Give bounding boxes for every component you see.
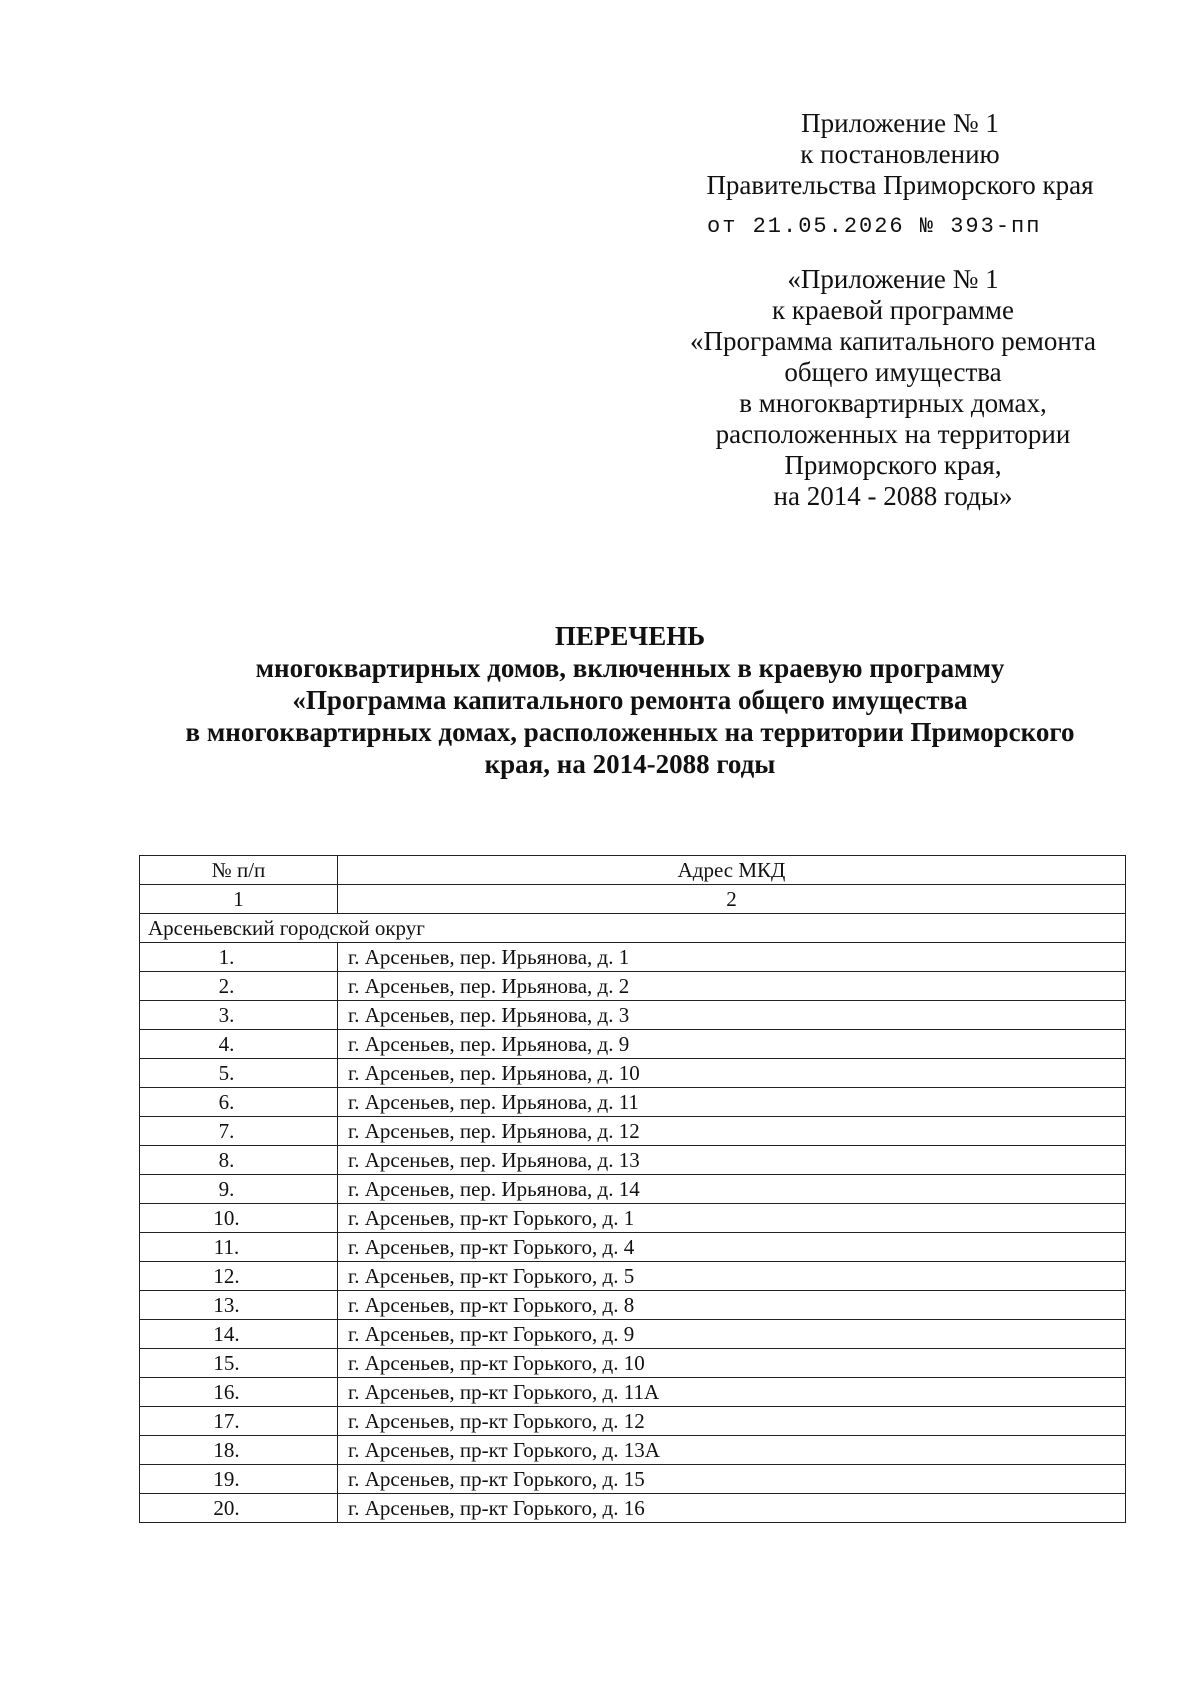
row-number: 10. <box>140 1204 338 1233</box>
table-row <box>140 1030 1126 1059</box>
row-number: 11. <box>140 1233 338 1262</box>
section-row <box>140 914 1126 943</box>
column-number: 2 <box>338 885 1126 914</box>
table-row <box>140 1233 1126 1262</box>
registration-stamp: от 21.05.2026 № 393-пп <box>707 214 1042 239</box>
title-line: «Программа капитального ремонта общего имущества <box>292 685 968 715</box>
row-address: г. Арсеньев, пер. Ирьянова, д. 10 <box>338 1059 1126 1088</box>
section-label: Арсеньевский городской округ <box>140 914 1126 943</box>
table-row <box>140 1262 1126 1291</box>
appendix-line: Приложение № 1 <box>801 108 999 138</box>
table-row <box>140 1349 1126 1378</box>
row-number: 16. <box>140 1378 338 1407</box>
column-number-row <box>140 885 1126 914</box>
header-address: Адрес МКД <box>338 856 1126 885</box>
row-number: 18. <box>140 1436 338 1465</box>
program-appendix-line: к краевой программе <box>772 295 1014 325</box>
table-row <box>140 972 1126 1001</box>
row-address: г. Арсеньев, пер. Ирьянова, д. 1 <box>338 943 1126 972</box>
table-row <box>140 1088 1126 1117</box>
row-number: 4. <box>140 1030 338 1059</box>
row-number: 6. <box>140 1088 338 1117</box>
row-address: г. Арсеньев, пер. Ирьянова, д. 2 <box>338 972 1126 1001</box>
table-row <box>140 1436 1126 1465</box>
row-address: г. Арсеньев, пер. Ирьянова, д. 11 <box>338 1088 1126 1117</box>
table-row <box>140 1146 1126 1175</box>
appendix-header <box>690 108 1110 201</box>
row-address: г. Арсеньев, пр-кт Горького, д. 4 <box>338 1233 1126 1262</box>
appendix-line: к постановлению <box>800 139 1000 169</box>
table-row <box>140 1407 1126 1436</box>
column-number: 1 <box>140 885 338 914</box>
header-number: № п/п <box>140 856 338 885</box>
program-appendix-line: в многоквартирных домах, <box>739 388 1047 418</box>
row-address: г. Арсеньев, пр-кт Горького, д. 12 <box>338 1407 1126 1436</box>
row-number: 15. <box>140 1349 338 1378</box>
table-row <box>140 1320 1126 1349</box>
table-row <box>140 943 1126 972</box>
title-line: в многоквартирных домах, расположенных на территории Приморского <box>185 717 1075 747</box>
table-row <box>140 1117 1126 1146</box>
row-address: г. Арсеньев, пр-кт Горького, д. 9 <box>338 1320 1126 1349</box>
title-line: многоквартирных домов, включенных в краевую программу <box>255 653 1005 683</box>
row-address: г. Арсеньев, пер. Ирьянова, д. 12 <box>338 1117 1126 1146</box>
program-appendix-line: общего имущества <box>784 357 1002 387</box>
row-address: г. Арсеньев, пр-кт Горького, д. 10 <box>338 1349 1126 1378</box>
row-address: г. Арсеньев, пр-кт Горького, д. 13А <box>338 1436 1126 1465</box>
row-number: 19. <box>140 1465 338 1494</box>
appendix-line: Правительства Приморского края <box>706 170 1094 200</box>
table-row <box>140 1378 1126 1407</box>
table-row <box>140 1494 1126 1523</box>
row-address: г. Арсеньев, пр-кт Горького, д. 11А <box>338 1378 1126 1407</box>
row-number: 9. <box>140 1175 338 1204</box>
row-number: 8. <box>140 1146 338 1175</box>
row-address: г. Арсеньев, пр-кт Горького, д. 8 <box>338 1291 1126 1320</box>
row-address: г. Арсеньев, пр-кт Горького, д. 5 <box>338 1262 1126 1291</box>
row-address: г. Арсеньев, пр-кт Горького, д. 1 <box>338 1204 1126 1233</box>
row-number: 7. <box>140 1117 338 1146</box>
table-row <box>140 1291 1126 1320</box>
row-number: 17. <box>140 1407 338 1436</box>
row-number: 3. <box>140 1001 338 1030</box>
buildings-table-wrapper <box>139 855 1126 1523</box>
table-row <box>140 1175 1126 1204</box>
program-appendix-header <box>663 264 1123 512</box>
row-number: 14. <box>140 1320 338 1349</box>
row-address: г. Арсеньев, пер. Ирьянова, д. 13 <box>338 1146 1126 1175</box>
row-address: г. Арсеньев, пр-кт Горького, д. 15 <box>338 1465 1126 1494</box>
row-address: г. Арсеньев, пр-кт Горького, д. 16 <box>338 1494 1126 1523</box>
row-number: 5. <box>140 1059 338 1088</box>
buildings-table <box>139 855 1126 1523</box>
program-appendix-line: расположенных на территории <box>715 419 1071 449</box>
program-appendix-line: на 2014 - 2088 годы» <box>773 481 1013 511</box>
row-number: 13. <box>140 1291 338 1320</box>
document-title <box>130 620 1130 780</box>
program-appendix-line: «Программа капитального ремонта <box>690 326 1096 356</box>
row-number: 20. <box>140 1494 338 1523</box>
table-row <box>140 1001 1126 1030</box>
table-row <box>140 1465 1126 1494</box>
row-number: 2. <box>140 972 338 1001</box>
row-address: г. Арсеньев, пер. Ирьянова, д. 14 <box>338 1175 1126 1204</box>
row-address: г. Арсеньев, пер. Ирьянова, д. 3 <box>338 1001 1126 1030</box>
title-line: ПЕРЕЧЕНЬ <box>554 621 706 651</box>
table-row <box>140 1059 1126 1088</box>
row-address: г. Арсеньев, пер. Ирьянова, д. 9 <box>338 1030 1126 1059</box>
row-number: 1. <box>140 943 338 972</box>
table-row <box>140 1204 1126 1233</box>
program-appendix-line: Приморского края, <box>784 450 1002 480</box>
title-line: края, на 2014-2088 годы <box>484 749 776 779</box>
row-number: 12. <box>140 1262 338 1291</box>
table-header-row <box>140 856 1126 885</box>
program-appendix-line: «Приложение № 1 <box>787 264 999 294</box>
